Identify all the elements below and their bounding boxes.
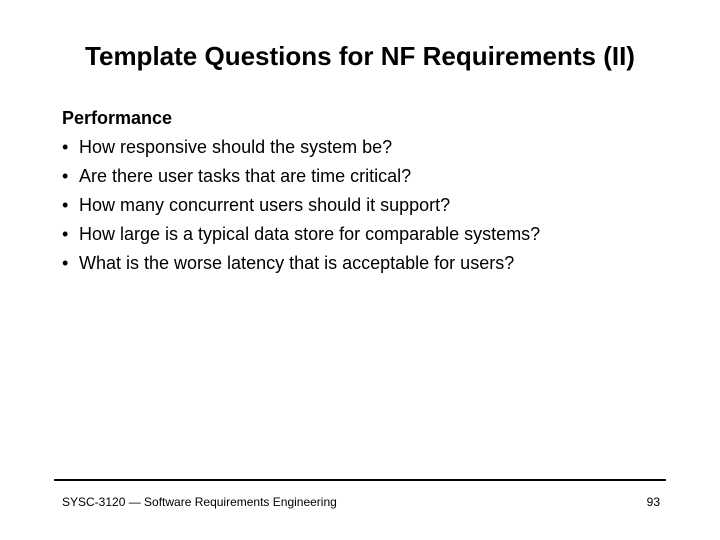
list-item-text: Are there user tasks that are time critical? [79, 166, 412, 186]
list-item [62, 133, 682, 162]
list-item [62, 191, 682, 220]
bullet-icon: • [62, 166, 69, 186]
list-item [62, 249, 682, 278]
list-item-text: How responsive should the system be? [79, 137, 393, 157]
footer-divider [54, 479, 666, 481]
list-item-text: How large is a typical data store for comparable systems? [79, 224, 541, 244]
slide-title: Template Questions for NF Requirements (II) [85, 41, 635, 71]
bullet-icon: • [62, 195, 69, 215]
list-item-text: What is the worse latency that is acceptable for users? [79, 253, 515, 273]
bullet-list [62, 133, 682, 278]
bullet-icon: • [62, 224, 69, 244]
footer-course-label: SYSC-3120 — Software Requirements Engineering [62, 495, 337, 509]
page-number: 93 [646, 495, 660, 509]
list-item [62, 220, 682, 249]
list-item-text: How many concurrent users should it support? [79, 195, 451, 215]
section-heading: Performance [62, 108, 173, 128]
slide-content [62, 104, 682, 278]
bullet-icon: • [62, 137, 69, 157]
bullet-icon: • [62, 253, 69, 273]
list-item [62, 162, 682, 191]
